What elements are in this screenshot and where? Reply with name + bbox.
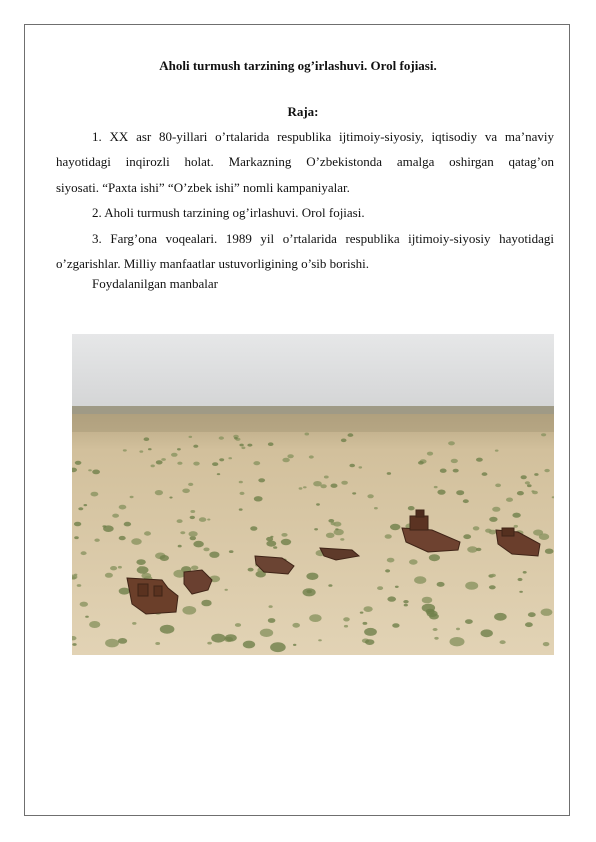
shrub — [365, 639, 374, 645]
shrub — [465, 582, 478, 590]
shrub — [269, 605, 273, 608]
shrub — [131, 538, 141, 545]
shrub — [528, 612, 536, 617]
shrub — [209, 552, 219, 558]
shrub — [434, 637, 438, 640]
shrub — [229, 550, 234, 553]
shrub — [239, 444, 243, 447]
shrub — [160, 555, 169, 561]
shrub — [171, 453, 178, 457]
shrub — [203, 548, 209, 552]
shrub — [282, 458, 289, 463]
shrub — [287, 454, 293, 458]
shrub — [489, 517, 497, 522]
shrub — [518, 578, 523, 581]
shrub — [532, 491, 538, 495]
shrub — [105, 573, 113, 578]
shrub — [390, 524, 400, 530]
shrub — [523, 571, 527, 574]
shrub — [201, 600, 211, 607]
shrub — [180, 531, 185, 534]
plan-heading: Raja: — [287, 104, 319, 119]
shrub — [335, 528, 338, 530]
shrub — [156, 460, 163, 464]
aral-sea-ship-graveyard-photo — [72, 334, 554, 655]
shrub — [359, 466, 363, 468]
shrub — [136, 559, 145, 565]
shrub — [112, 514, 119, 518]
shrub — [506, 498, 513, 502]
shrub — [545, 549, 554, 554]
shrub — [89, 621, 100, 628]
shrub — [299, 487, 303, 489]
shrub — [364, 628, 377, 636]
shrub — [367, 494, 373, 498]
shrub — [124, 522, 131, 527]
shrub — [437, 490, 445, 495]
shrub — [273, 546, 277, 549]
shrub — [377, 586, 383, 590]
shrub — [517, 491, 524, 495]
shrub — [132, 622, 136, 625]
shrub — [160, 625, 175, 634]
shrub — [148, 448, 152, 450]
shrub — [481, 629, 493, 637]
plan-item-3-line-2: o’zgarishlar. Milliy manfaatlar ustuvorligining o’sib borishi. — [56, 256, 370, 271]
shrub — [492, 507, 500, 512]
shrub — [495, 484, 501, 488]
shrub — [92, 470, 100, 475]
shrub — [189, 436, 193, 438]
plan-item-3-line-1: 3. Farg’ona voqealari. 1989 yil o’rtalarida respublika ijtimoiy-siyosiy hayotidagi — [92, 231, 554, 246]
shrub — [527, 484, 532, 487]
shrub — [228, 457, 232, 459]
shrub — [130, 496, 134, 498]
shrub — [429, 554, 440, 561]
shrub — [303, 588, 316, 596]
shrub — [207, 642, 212, 645]
shrub — [318, 639, 322, 641]
shrub — [374, 507, 378, 509]
shrub — [80, 602, 88, 607]
shrub — [427, 452, 433, 456]
shrub — [105, 639, 119, 648]
shrub — [81, 551, 87, 555]
shrub — [448, 441, 455, 445]
shrub — [521, 475, 527, 479]
shrub — [387, 596, 396, 601]
shrub — [248, 568, 254, 572]
shrub — [77, 584, 82, 587]
shrub — [182, 489, 190, 494]
shrub — [225, 589, 228, 591]
shrub — [260, 629, 273, 637]
shrub — [341, 481, 348, 485]
plan-item-1-line-2: hayotidagi inqirozli holat. Markazning O’zbekistonda amalga oshirgan qatag’on — [56, 154, 554, 169]
shrub — [75, 461, 82, 465]
shrub — [240, 492, 245, 495]
shrub — [495, 450, 499, 452]
shrub — [316, 503, 320, 505]
shrub — [500, 640, 506, 644]
shrub — [193, 541, 203, 548]
shrub — [434, 486, 438, 488]
shrub — [155, 642, 160, 645]
shrub — [190, 510, 195, 513]
shrub — [190, 516, 195, 519]
shrub — [219, 436, 224, 439]
shrub — [519, 591, 523, 593]
shrub — [193, 462, 199, 466]
shrub — [326, 533, 335, 538]
shrub — [139, 566, 142, 568]
shrub — [118, 638, 127, 644]
shrub — [541, 609, 553, 616]
shrub — [94, 539, 99, 542]
shrub — [74, 536, 79, 539]
shrub — [84, 504, 88, 506]
shrub — [253, 461, 260, 465]
shrub — [456, 628, 460, 631]
shrub — [541, 433, 546, 436]
shrub — [118, 566, 122, 569]
shrub — [254, 496, 263, 501]
shrub — [292, 623, 300, 628]
shrub — [177, 448, 181, 450]
shrub — [247, 444, 252, 447]
shrub — [328, 584, 332, 587]
shrub — [91, 492, 99, 497]
shrub — [239, 508, 243, 510]
shrub — [324, 476, 329, 479]
shrub — [476, 548, 481, 551]
shrub — [403, 600, 408, 603]
shrub — [451, 459, 458, 463]
shrub — [363, 622, 368, 625]
shrub — [219, 458, 224, 461]
shrub — [78, 507, 83, 510]
shrub — [543, 642, 550, 646]
shrub — [348, 433, 354, 437]
shrub — [485, 529, 492, 533]
shrub — [303, 486, 307, 488]
shrub — [331, 484, 338, 488]
shrub — [343, 617, 350, 621]
shrub — [123, 449, 127, 451]
shrub — [144, 437, 150, 441]
shrub — [85, 616, 89, 618]
shrub — [525, 481, 530, 484]
shrub — [473, 526, 480, 530]
plan-item-1-line-3: siyosati. “Paxta ishi” “O’zbek ishi” nomli kampaniyalar. — [56, 180, 350, 195]
shrub — [453, 469, 459, 473]
shrub — [305, 433, 310, 436]
shrub — [250, 526, 257, 531]
shrub — [266, 541, 276, 547]
shrub — [234, 437, 238, 439]
shrub — [119, 505, 127, 510]
shrub — [309, 614, 321, 622]
plan-item-1-line-1: 1. XX asr 80-yillari o’rtalarida respublika ijtimoiy-siyosiy, iqtisodiy va ma’naviy — [92, 129, 554, 144]
shrub — [313, 481, 322, 486]
shrub — [119, 536, 126, 540]
shrub — [309, 455, 314, 458]
shrub — [465, 619, 473, 624]
shrub — [314, 528, 318, 530]
shrub — [177, 519, 183, 523]
shrub — [102, 525, 106, 527]
sources-heading: Foydalanilgan manbalar — [92, 276, 218, 291]
shrub — [544, 469, 549, 472]
shrub — [268, 618, 276, 623]
shrub — [72, 643, 76, 646]
shrub — [268, 442, 274, 446]
shrub — [525, 622, 533, 627]
shrub — [512, 513, 520, 518]
shrub — [211, 634, 225, 643]
shrub — [74, 522, 81, 527]
shrub — [169, 497, 172, 499]
shrub — [352, 492, 356, 494]
shrub — [217, 473, 220, 475]
shrub — [422, 597, 433, 604]
shrub — [191, 566, 198, 571]
shrub — [404, 604, 408, 607]
shrub — [385, 534, 392, 539]
shrub — [409, 559, 418, 564]
shrub — [235, 623, 241, 627]
shrub — [387, 472, 391, 475]
shrub — [341, 439, 347, 443]
shrub — [207, 519, 210, 521]
shrub — [193, 445, 198, 448]
shrub — [178, 545, 182, 548]
shrub — [463, 534, 471, 539]
shrub — [385, 569, 390, 572]
shrub — [360, 612, 364, 614]
shrub — [258, 478, 265, 482]
shrub — [119, 588, 130, 595]
shrub — [422, 604, 435, 612]
shrub — [334, 529, 344, 535]
shrub — [88, 469, 92, 471]
horizon-band — [72, 406, 554, 414]
shrub — [199, 517, 206, 522]
shrub — [139, 450, 143, 452]
shrub — [494, 613, 507, 621]
shrub — [418, 461, 424, 465]
shrub — [225, 634, 237, 641]
shrub — [534, 473, 538, 476]
shrub — [188, 483, 193, 486]
shrub — [243, 641, 255, 649]
shrub — [364, 606, 373, 612]
shrub — [491, 574, 496, 577]
shrub — [437, 582, 445, 587]
shrub — [456, 490, 464, 495]
sky — [72, 334, 554, 408]
shrub — [489, 585, 496, 589]
shrub — [414, 576, 426, 584]
shrub — [270, 642, 286, 652]
shrub — [110, 566, 117, 570]
shrub — [476, 458, 483, 462]
shrub — [177, 462, 182, 465]
shrub — [408, 506, 415, 510]
shrub — [349, 464, 355, 468]
shrub — [433, 628, 438, 631]
shrub — [161, 458, 166, 461]
shrub — [514, 525, 518, 528]
shrub — [306, 573, 318, 580]
plan-item-2: 2. Aholi turmush tarzining og’irlashuvi. Orol fojiasi. — [92, 205, 365, 220]
shrub — [182, 606, 196, 615]
shrub — [281, 533, 287, 537]
shrub — [151, 465, 155, 468]
shrub — [155, 490, 163, 495]
shrub — [293, 644, 296, 646]
shrub — [239, 481, 243, 484]
shrub — [344, 625, 348, 628]
shrub — [340, 538, 344, 541]
shrub — [392, 623, 399, 628]
shrub — [539, 533, 549, 540]
shrub — [137, 566, 149, 573]
shrub — [463, 499, 469, 503]
shrub — [241, 447, 245, 450]
shrub — [450, 637, 465, 646]
shrub — [281, 539, 291, 545]
shrub — [266, 537, 273, 541]
shrub — [328, 519, 334, 523]
document-title: Aholi turmush tarzining og’irlashuvi. Orol fojiasi. — [159, 58, 437, 73]
shrub — [212, 462, 218, 466]
shrub — [387, 558, 395, 563]
shrub — [395, 586, 399, 588]
shrub — [482, 472, 488, 476]
shrub — [189, 531, 198, 537]
shrub — [144, 531, 151, 535]
shrub — [440, 469, 447, 473]
